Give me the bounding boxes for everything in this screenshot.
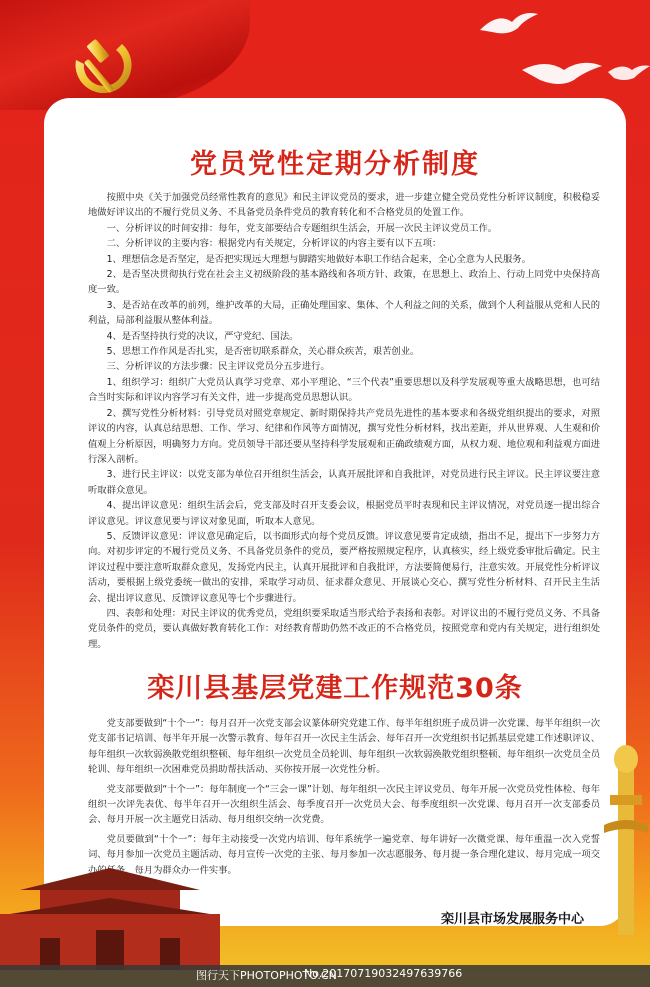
watermark-id: No.20170719032497639766 bbox=[304, 967, 463, 980]
dove-icon bbox=[478, 10, 540, 38]
policy-paragraph: 1、组织学习：组织广大党员认真学习党章、邓小平理论、“三个代表”重要思想以及科学发展观等重大战略思想，也可结合当时实际和评议内容学习有关文件，进一步提高党员思想认识。 bbox=[88, 376, 600, 404]
policy-body bbox=[88, 190, 600, 652]
policy-paragraph: 5、思想工作作风是否扎实，是否密切联系群众，关心群众疾苦，艰苦创业。 bbox=[106, 346, 420, 358]
policy-paragraph: 4、是否坚持执行党的决议，严守党纪、国法。 bbox=[106, 330, 299, 342]
policy-paragraph: 三、分析评议的方法步骤：民主评议党员分五步进行。 bbox=[106, 361, 330, 373]
policy-paragraph: 2、是否坚决贯彻执行党在社会主义初级阶段的基本路线和各项方针、政策，在思想上、政治上、行动上同党中央保持高度一致。 bbox=[88, 269, 600, 296]
policy-paragraph: 5、反馈评议意见：评议意见确定后，以书面形式向每个党员反馈。评议意见要肯定成绩，指出不足，提出下一步努力方向。对初步评定的不履行党员义务、不具备党员条件的党员，要严格按照规定程序，认真核实，经上级党委审批后确定。民主评议过程中要注意听取群众意见，发扬党内民主，认真开展批评和自我批评，方法要简便易行，注意实效。开展党性分析评议活动，要根据上级党委统一做出的安排，采取学习动员、征求群众意见、开展谈心交心、撰写党性分析材料、召开民主生活会、提出评议意见、反馈评议意见等七个步骤进行。 bbox=[88, 530, 600, 604]
rules-paragraph: 党支部要做到“十个一”：每月召开一次党支部会议篆体研究党建工作、每半年组织班子成员讲一次党课、每半年组织一次党支部书记培训、每半年开展一次警示教育、每年召开一次民主生活会、每年召开一次党组织书记抓基层党建工作述职评议、每年组织一次软弱涣散党组织整顿、每年组织一次党员全员轮训、每年组织一次软弱涣散党组织整顿、每年组织一次党员全员轮训、每年组织一次困难党员捐助帮扶活动、买你按开展一次党性分析。 bbox=[88, 718, 600, 776]
watermark-site: 图行天下PHOTOPHOTO.CN bbox=[196, 969, 337, 982]
rules-title: 栾川县基层党建工作规范30条 bbox=[147, 673, 523, 704]
rules-paragraph: 党支部要做到“十个一”：每年制度一个“三会一课”计划、每年组织一次民主评议党员、每年开展一次党员党性体检、每年组织一次评先表优、每半年召开一次组织生活会、每季度召开一次党员大会、每季度组织一次党课、每月召开一次支部委员会、每月开展一次主题党日活动、每月组织交纳一次党费。 bbox=[88, 783, 601, 826]
tiananmen-icon bbox=[0, 850, 220, 970]
dove-icon bbox=[520, 56, 604, 88]
dove-icon bbox=[606, 62, 650, 82]
policy-paragraph: 二、分析评议的主要内容：根据党内有关规定，分析评议的内容主要有以下五项： bbox=[106, 238, 442, 250]
policy-paragraph: 3、进行民主评议：以党支部为单位召开组织生活会，认真开展批评和自我批评，对党员进行民主评议。民主评议要注意听取群众意见。 bbox=[88, 469, 600, 496]
policy-paragraph: 2、撰写党性分析材料：引导党员对照党章规定、新时期保持共产党员先进性的基本要求和各级党组织提出的要求，对照评议的内容，认真总结思想、工作、学习、纪律和作风等方面情况，撰写党性分析材料，找出差距，并从世界观、人生观和价值观上分析原因，明确努力方向。党员领导干部还要从坚持科学发展观和正确政绩观方面，从权力观、地位观和利益观方面进行深入剖析。 bbox=[88, 407, 600, 465]
policy-paragraph: 4、提出评议意见：组织生活会后，党支部及时召开支委会议，根据党员平时表现和民主评议情况，对党员逐一提出综合评议意见。评议意见要与评议对象见面，听取本人意见。 bbox=[88, 500, 600, 527]
policy-title: 党员党性定期分析制度 bbox=[190, 149, 480, 180]
policy-paragraph: 按照中央《关于加强党员经常性教育的意见》和民主评议党员的要求，进一步建立健全党员党性分析评议制度，积极稳妥地做好评议出的不履行党员义务、不具备党员条件党员的教育转化和不合格党员的处置工作。 bbox=[88, 192, 600, 219]
policy-paragraph: 一、分析评议的时间安排：每年，党支部要结合专题组织生活会，开展一次民主评议党员工作。 bbox=[106, 222, 498, 234]
party-emblem-icon bbox=[62, 30, 140, 108]
rules-paragraph: 党员要做到“十个一”：每年主动接受一次党内培训、每年系统学一遍党章、每年讲好一次微党课、每年重温一次入党誓词、每月参加一次党员主题活动、每月宣传一次党的主张、每月参加一次志愿服务、每月提一条合理化建议、每月完成一项交办的任务、每月为群众办一件实事。 bbox=[88, 833, 600, 876]
policy-paragraph: 3、是否站在改革的前列，维护改革的大局，正确处理国家、集体、个人利益之间的关系，做到个人利益服从党和人民的利益，局部利益服从整体利益。 bbox=[88, 299, 600, 327]
organization-signature: 栾川县市场发展服务中心 bbox=[440, 912, 584, 927]
pillar-icon bbox=[600, 735, 650, 935]
policy-paragraph: 1、理想信念是否坚定，是否把实现远大理想与脚踏实地做好本职工作结合起来，全心全意为人民服务。 bbox=[106, 253, 531, 265]
policy-paragraph: 四、表彰和处理：对民主评议的优秀党员，党组织要采取适当形式给予表扬和表彰。对评议出的不履行党员义务、不具备党员条件的党员，要认真做好教育转化工作：对经教育帮助仍然不改正的不合格党员，按照党章和党内有关规定，进行组织处理。 bbox=[88, 607, 600, 650]
